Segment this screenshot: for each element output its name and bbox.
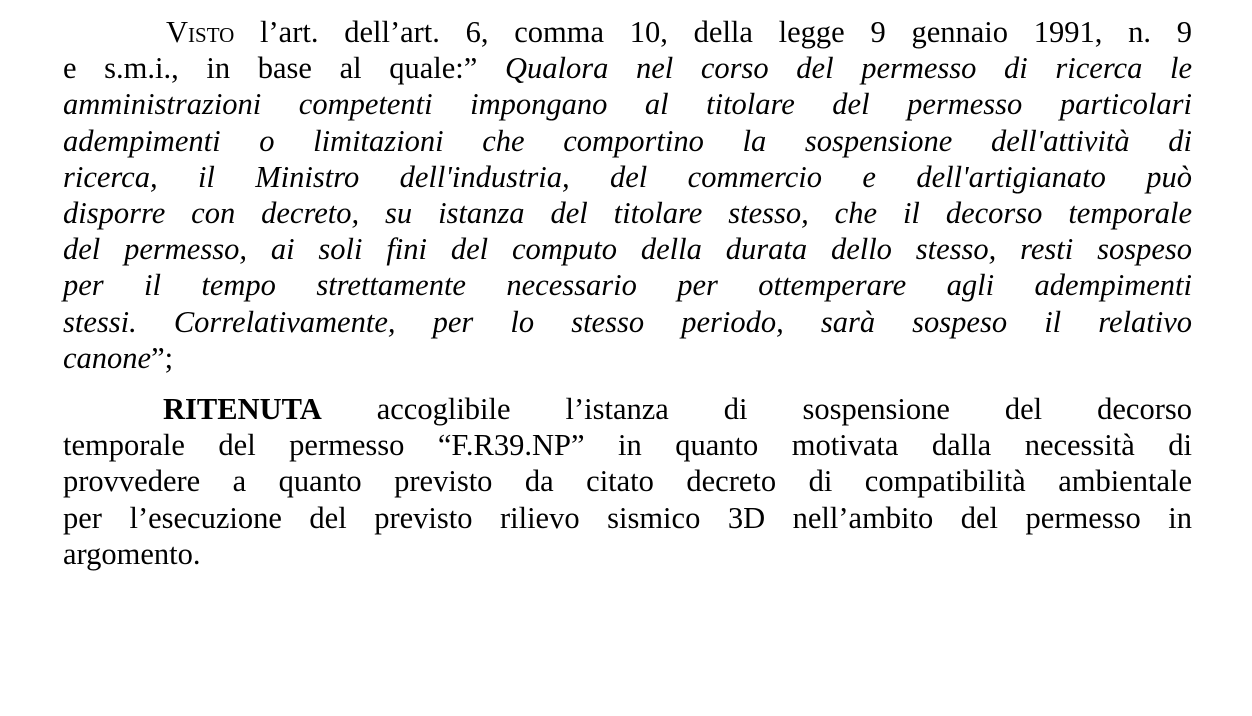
visto-line-10-plain: ”; — [151, 340, 174, 375]
ritenuta-line-2: temporale del permesso “F.R39.NP” in quanto motivata dalla necessità di — [63, 428, 1192, 463]
paragraph-ritenuta — [63, 391, 1192, 572]
visto-line-4: adempimenti o limitazioni che comportino la sospensione dell'attività di — [63, 123, 1192, 158]
visto-line-9: stessi. Correlativamente, per lo stesso periodo, sarà sospeso il relativo — [63, 304, 1192, 339]
visto-line-3: amministrazioni competenti impongano al titolare del permesso particolari — [63, 87, 1192, 122]
visto-line-2-italic: Qualora nel corso del permesso di ricerca le — [477, 51, 1193, 86]
visto-line-7: del permesso, ai soli fini del computo della durata dello stesso, resti sospeso — [63, 232, 1192, 267]
visto-line-8: per il tempo strettamente necessario per ottemperare agli adempimenti — [63, 268, 1192, 303]
visto-line-2-plain: e s.m.i., in base al quale:” — [63, 51, 478, 86]
ritenuta-lead: RITENUTA — [163, 392, 322, 427]
visto-line-2 — [63, 50, 1192, 86]
ritenuta-line-4: per l’esecuzione del previsto rilievo sismico 3D nell’ambito del permesso in — [63, 500, 1192, 535]
ritenuta-line-5: argomento. — [63, 536, 201, 571]
visto-line-5: ricerca, il Ministro dell'industria, del commercio e dell'artigianato può — [63, 159, 1192, 194]
ritenuta-line-1 — [63, 391, 1192, 427]
visto-lead: Visto — [166, 15, 235, 49]
visto-line-1 — [63, 14, 1192, 50]
visto-line-10 — [63, 340, 1192, 376]
visto-line-6: disporre con decreto, su istanza del titolare stesso, che il decorso temporale — [63, 196, 1192, 231]
visto-line-1-rest: l’art. dell’art. 6, comma 10, della legge 9 gennaio 1991, n. 9 — [234, 15, 1192, 49]
visto-line-10-italic: canone — [63, 340, 152, 375]
ritenuta-line-1-rest: accoglibile l’istanza di sospensione del decorso — [321, 392, 1192, 427]
ritenuta-line-3: provvedere a quanto previsto da citato decreto di compatibilità ambientale — [63, 464, 1192, 499]
paragraph-visto — [63, 14, 1192, 376]
